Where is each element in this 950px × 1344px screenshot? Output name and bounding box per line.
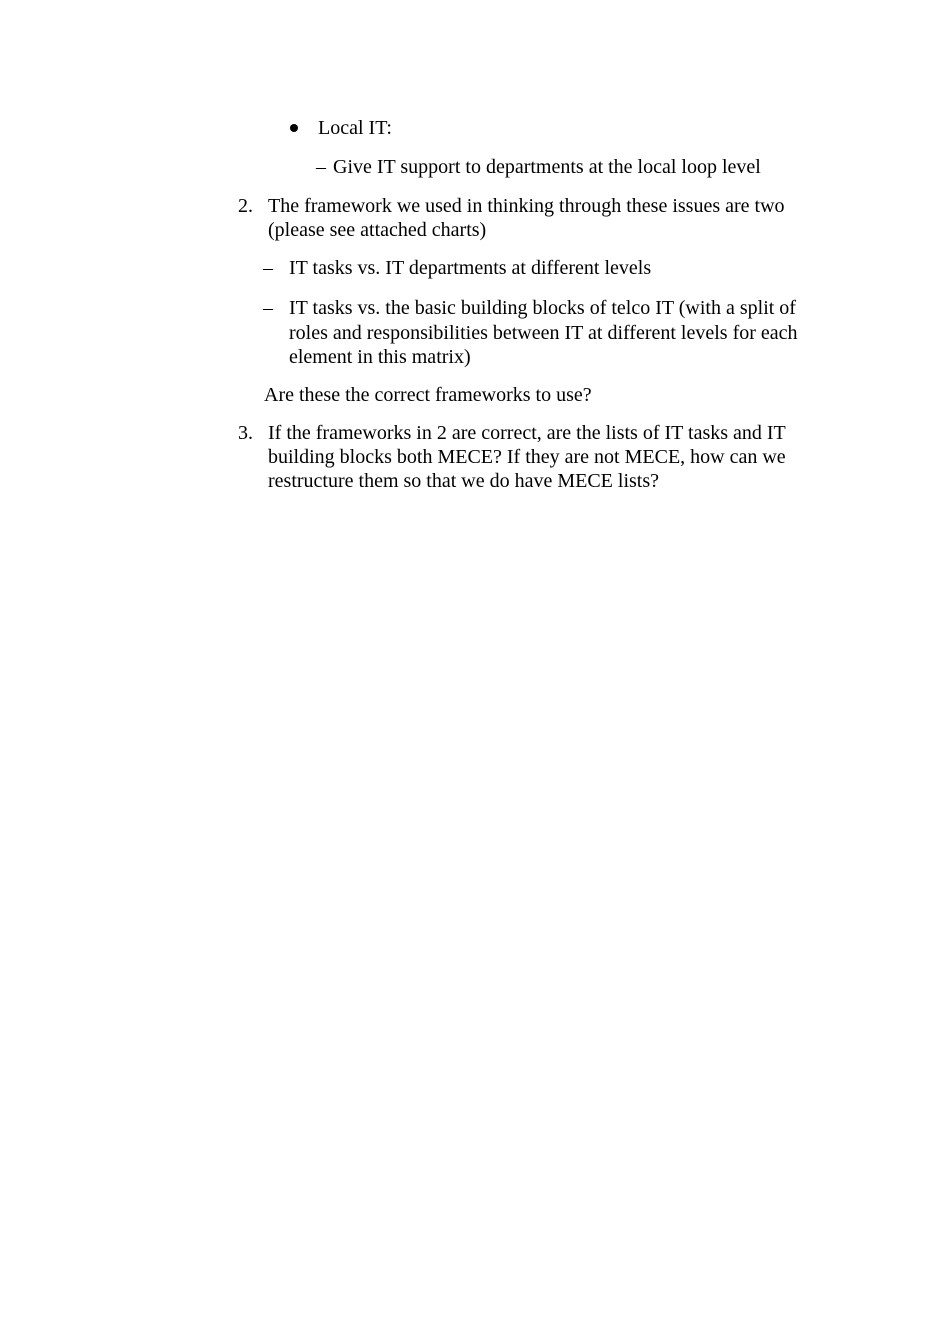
local-it-label: Local IT: <box>318 117 392 139</box>
item2-line2: (please see attached charts) <box>268 219 487 241</box>
item2-number: 2. <box>238 195 253 217</box>
item3-line1: If the frameworks in 2 are correct, are the lists of IT tasks and IT <box>268 422 786 444</box>
item2-sub2-line1: IT tasks vs. the basic building blocks of telco IT (with a split of <box>289 297 796 319</box>
item2-sub1-marker: – <box>263 257 273 279</box>
item3-line2: building blocks both MECE? If they are not MECE, how can we <box>268 446 786 468</box>
local-it-sub-marker: – <box>316 156 326 178</box>
local-it-sub-text: Give IT support to departments at the local loop level <box>333 156 761 178</box>
item3-line3: restructure them so that we do have MECE lists? <box>268 470 660 492</box>
item2-line1: The framework we used in thinking through these issues are two <box>268 195 785 217</box>
item2-sub2-line3: element in this matrix) <box>289 346 471 368</box>
item3-number: 3. <box>238 422 253 444</box>
item2-question: Are these the correct frameworks to use? <box>264 384 592 406</box>
item2-sub2-line2: roles and responsibilities between IT at different levels for each <box>289 322 798 344</box>
item2-sub1-line1: IT tasks vs. IT departments at different levels <box>289 257 652 279</box>
bullet-icon <box>290 124 298 132</box>
item2-sub2-marker: – <box>263 297 273 319</box>
